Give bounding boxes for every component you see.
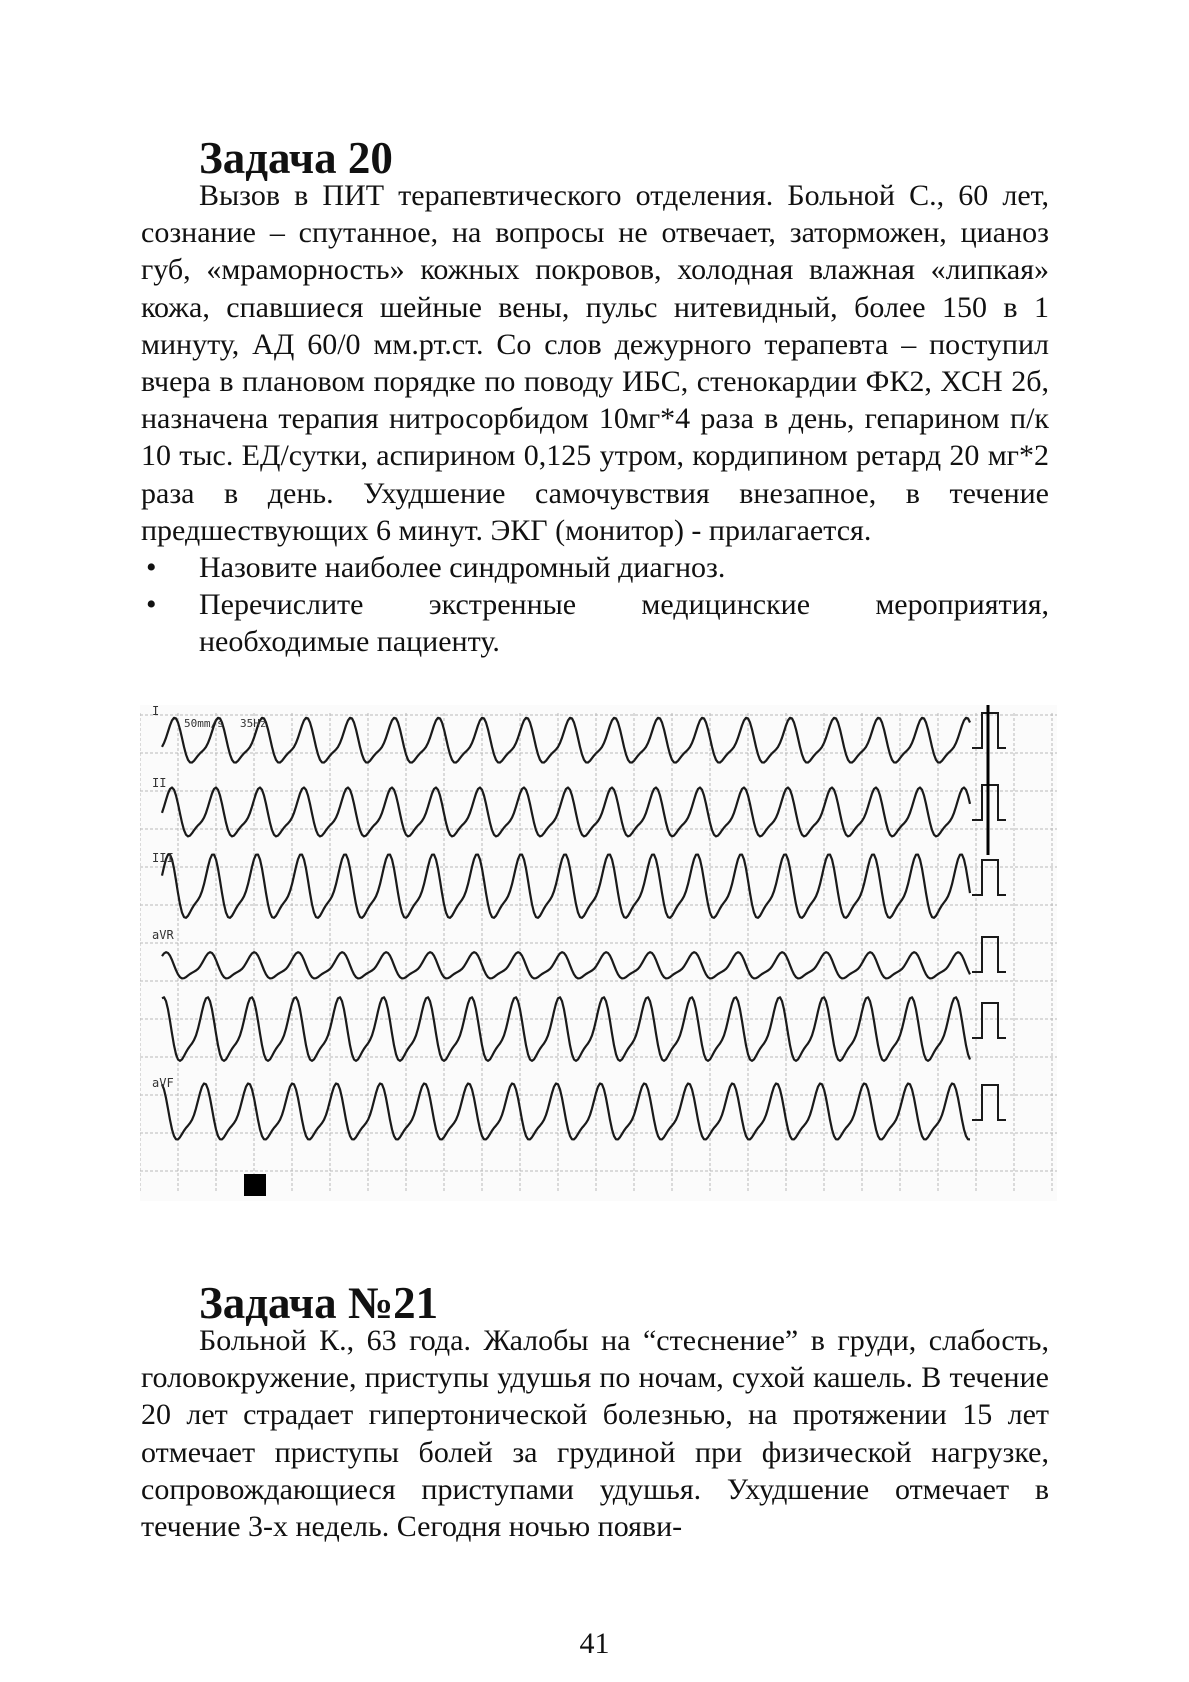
- task-21-section: [141, 1278, 1049, 1545]
- task-20-questions: [141, 549, 1049, 661]
- question-item: [141, 549, 1049, 586]
- task-20-heading: Задача 20: [199, 133, 393, 183]
- bullet-icon: •: [146, 551, 157, 585]
- lead-label: III: [152, 851, 174, 865]
- paper-speed-label: 50mm/s: [184, 717, 224, 730]
- page-number: 41: [579, 1627, 610, 1660]
- lead-label: aVR: [152, 928, 174, 942]
- ecg-marker-block: [244, 1174, 266, 1196]
- ecg-strip-image: [140, 705, 1057, 1201]
- filter-label: 35Hz: [240, 717, 267, 730]
- bullet-icon: •: [146, 588, 157, 622]
- question-item: [141, 586, 1049, 660]
- lead-label: II: [152, 776, 167, 790]
- question-text: Перечислите экстренные медицинские мероприятия, необходимые пациенту.: [199, 588, 1049, 659]
- lead-label: aVF: [152, 1076, 174, 1090]
- task-21-description: Больной К., 63 года. Жалобы на “стеснение” в груди, слабость, головокружение, приступы удушья по ночам, сухой кашель. В течение 20 лет страдает гипертонической болезнью, на протяжении 15 лет отмечает приступы болей за грудиной при физической нагрузке, сопровождающиеся приступами удушья. Ухудшение отмечает в течение 3-х недель. Сегодня ночью появи-: [141, 1324, 1049, 1544]
- ecg-tracing: [140, 705, 1057, 1201]
- lead-label: I: [152, 705, 160, 718]
- task-20-description: Вызов в ПИТ терапевтического отделения. Больной С., 60 лет, сознание – спутанное, на вопросы не отвечает, заторможен, цианоз губ, «мраморность» кожных покровов, холодная влажная «липкая» кожа, спавшиеся шейные вены, пульс нитевидный, более 150 в 1 минуту, АД 60/0 мм.рт.ст. Со слов дежурного терапевта – поступил вчера в плановом порядке по поводу ИБС, стенокардии ФК2, ХСН 2б, назначена терапия нитросорбидом 10мг*4 раза в день, гепарином п/к 10 тыс. ЕД/сутки, аспирином 0,125 утром, кордипином ретард 20 мг*2 раза в день. Ухудшение самочувствия внезапное, в течение предшествующих 6 минут. ЭКГ (монитор) - прилагается.: [141, 179, 1049, 547]
- task-20-section: [141, 133, 1049, 661]
- task-21-heading: Задача №21: [199, 1278, 439, 1328]
- question-text: Назовите наиболее синдромный диагноз.: [199, 551, 726, 585]
